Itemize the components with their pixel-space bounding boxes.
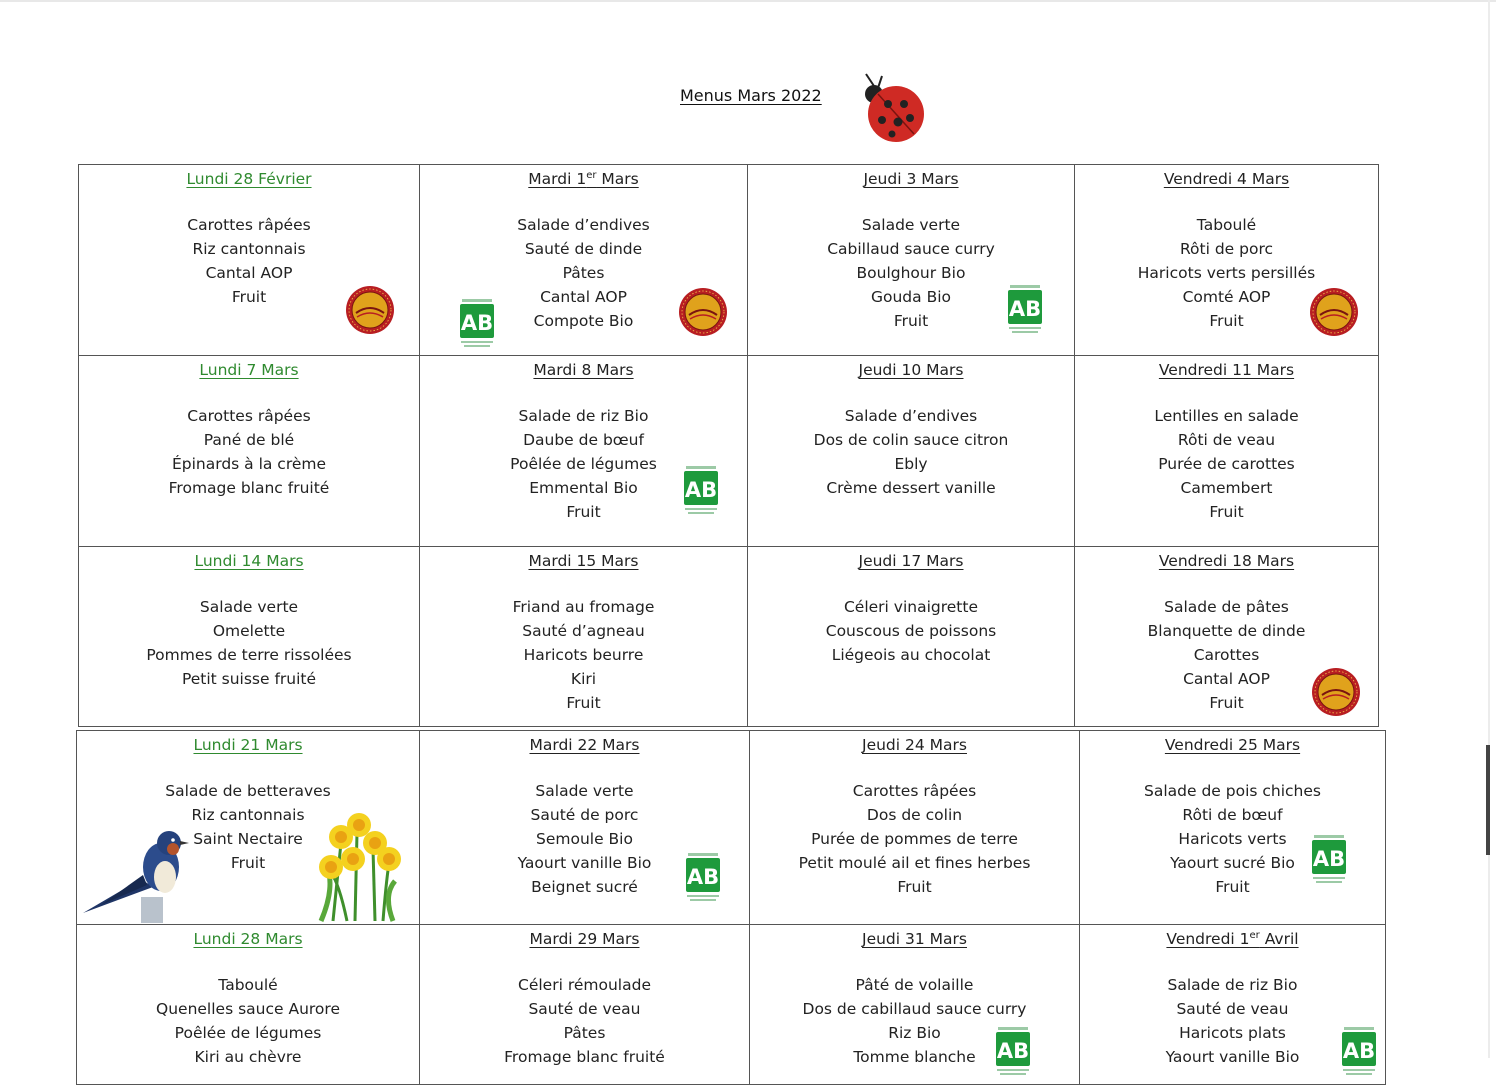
day-heading [77,733,419,757]
day-name: Vendredi 11 Mars [1158,361,1295,379]
day-cell [1075,165,1379,356]
day-name: Lundi 7 Mars [199,361,299,379]
dish-item: Fruit [566,694,601,712]
day-name: Jeudi 17 Mars [858,552,964,570]
dish-item: Salade verte [861,216,961,234]
day-heading [748,549,1074,573]
dish-item: Salade verte [535,782,634,800]
day-cell [748,356,1075,547]
dish-item: Purée de carottes [1158,455,1295,473]
day-heading [1075,167,1378,191]
dish-item: Petit moulé ail et fines herbes [798,854,1031,872]
scan-mark [1486,745,1490,855]
dish-list [79,595,419,691]
day-name: Mardi 8 Mars [533,361,634,379]
organic-ab-logo-icon [1006,283,1044,335]
dish-item: Haricots beurre [523,646,644,664]
dish-item: Dos de cabillaud sauce curry [802,1000,1027,1018]
dish-item: Dos de colin sauce citron [813,431,1009,449]
dish-item: Salade de riz Bio [518,407,649,425]
dish-item: Pâtes [562,264,605,282]
day-name: Jeudi 3 Mars [863,170,959,188]
dish-item: Salade de riz Bio [1167,976,1298,994]
dish-item: Fruit [231,288,267,306]
aop-label-icon [345,285,395,335]
day-name: Lundi 28 Février [186,170,312,188]
day-name: Mardi 1 [528,170,587,188]
dish-item: Riz cantonnais [191,806,305,824]
dish-item: Carottes [1193,646,1260,664]
week-row [78,355,1379,547]
scan-edge-right [1488,0,1490,1058]
day-heading [77,927,419,951]
dish-item: Fruit [897,878,932,896]
dish-item: Salade d’endives [517,216,650,234]
day-cell [748,547,1075,727]
dish-list [420,595,747,715]
dish-item: Rôti de porc [1179,240,1274,258]
day-heading [79,549,419,573]
swallow-bird-icon [81,827,191,923]
day-cell [1080,925,1386,1085]
day-cell [750,925,1080,1085]
dish-item: Salade de betteraves [165,782,331,800]
day-cell [1075,356,1379,547]
dish-item: Yaourt sucré Bio [1170,854,1295,872]
day-cell [79,547,420,727]
dish-list [77,973,419,1069]
day-cell [420,731,750,925]
day-month: Mars [596,170,639,188]
dish-item: Salade de pois chiches [1144,782,1321,800]
organic-ab-logo-icon [684,851,722,903]
dish-item: Camembert [1180,479,1273,497]
day-name: Lundi 21 Mars [193,736,303,754]
dish-item: Poêlée de légumes [510,455,657,473]
dish-item: Pané de blé [203,431,295,449]
day-heading [1080,733,1385,757]
dish-item: Taboulé [1196,216,1257,234]
dish-item: Cabillaud sauce curry [827,240,995,258]
dish-item: Crème dessert vanille [826,479,996,497]
day-name: Mardi 29 Mars [529,930,640,948]
dish-item: Fromage blanc fruité [168,479,330,497]
week-row [78,164,1379,356]
dish-item: Friand au fromage [512,598,655,616]
daffodil-flowers-icon [313,803,403,923]
dish-item: Tomme blanche [853,1048,976,1066]
dish-item: Fromage blanc fruité [504,1048,665,1066]
dish-item: Fruit [230,854,266,872]
day-heading [79,167,419,191]
day-cell [748,165,1075,356]
day-heading [1080,927,1385,951]
dish-item: Sauté d’agneau [522,622,645,640]
dish-item: Emmental Bio [529,479,638,497]
dish-item: Ebly [894,455,928,473]
dish-item: Purée de pommes de terre [811,830,1018,848]
dish-item: Céleri vinaigrette [843,598,978,616]
dish-item: Fruit [566,503,601,521]
dish-item: Blanquette de dinde [1147,622,1306,640]
dish-item: Yaourt vanille Bio [1165,1048,1300,1066]
dish-item: Fruit [1209,503,1244,521]
dish-list [748,404,1074,500]
day-cell [77,731,420,925]
day-heading [750,733,1079,757]
day-heading [748,167,1074,191]
organic-ab-logo-icon [458,297,496,349]
dish-item: Pommes de terre rissolées [146,646,352,664]
dish-item: Liégeois au chocolat [831,646,991,664]
week-row [76,730,1386,925]
day-name: Jeudi 24 Mars [862,736,967,754]
dish-item: Haricots verts persillés [1137,264,1316,282]
dish-item: Lentilles en salade [1154,407,1299,425]
day-name: Lundi 28 Mars [193,930,303,948]
day-name: Vendredi 4 Mars [1163,170,1290,188]
dish-item: Poêlée de légumes [174,1024,322,1042]
dish-item: Sauté de dinde [524,240,643,258]
dish-item: Riz cantonnais [192,240,306,258]
organic-ab-logo-icon [1340,1025,1378,1077]
dish-item: Sauté de veau [528,1000,641,1018]
dish-item: Salade verte [199,598,299,616]
day-heading [420,358,747,382]
dish-item: Fruit [1209,312,1244,330]
dish-item: Épinards à la crème [171,455,327,473]
day-ordinal-suffix: er [586,169,597,181]
day-cell [79,356,420,547]
dish-item: Salade d’endives [844,407,978,425]
dish-item: Pâté de volaille [855,976,974,994]
dish-item: Comté AOP [1182,288,1271,306]
day-cell [420,547,748,727]
dish-item: Cantal AOP [540,288,627,306]
day-heading [420,927,749,951]
day-cell [420,925,750,1085]
scan-edge-top [0,0,1496,2]
day-name: Jeudi 31 Mars [862,930,967,948]
dish-item: Omelette [212,622,286,640]
dish-list [748,595,1074,667]
dish-item: Dos de colin [866,806,963,824]
dish-item: Rôti de bœuf [1182,806,1283,824]
day-heading [79,358,419,382]
dish-item: Kiri [570,670,597,688]
aop-label-icon [678,287,728,337]
dish-item: Riz Bio [888,1024,941,1042]
day-cell [1080,731,1386,925]
dish-item: Rôti de veau [1177,431,1276,449]
organic-ab-logo-icon [994,1025,1032,1077]
day-heading [420,549,747,573]
dish-item: Boulghour Bio [856,264,966,282]
aop-label-icon [1309,287,1359,337]
dish-item: Carottes râpées [187,216,311,234]
day-ordinal-suffix: er [1249,929,1260,941]
dish-item: Petit suisse fruité [181,670,317,688]
dish-list [79,404,419,500]
day-month: Avril [1259,930,1299,948]
dish-list [750,779,1079,899]
page-title: Menus Mars 2022 [680,86,822,105]
dish-item: Semoule Bio [536,830,633,848]
day-cell [77,925,420,1085]
day-name: Mardi 22 Mars [529,736,640,754]
dish-item: Kiri au chèvre [194,1048,302,1066]
ladybug-icon [852,72,928,148]
organic-ab-logo-icon [1310,833,1348,885]
dish-item: Daube de bœuf [523,431,644,449]
day-heading [748,358,1074,382]
dish-item: Saint Nectaire [193,830,303,848]
day-cell [420,165,748,356]
dish-item: Carottes râpées [852,782,977,800]
day-name: Vendredi 25 Mars [1164,736,1301,754]
day-heading [1075,358,1378,382]
dish-item: Beignet sucré [531,878,638,896]
week-row [76,924,1386,1085]
dish-item: Taboulé [218,976,278,994]
dish-item: Céleri rémoulade [518,976,651,994]
day-cell [79,165,420,356]
week-row [78,546,1379,727]
dish-item: Gouda Bio [870,288,951,306]
organic-ab-logo-icon [682,464,720,516]
dish-item: Salade de pâtes [1164,598,1289,616]
dish-item: Couscous de poissons [825,622,997,640]
dish-item: Sauté de porc [530,806,639,824]
day-heading [420,167,747,191]
dish-item: Quenelles sauce Aurore [156,1000,340,1018]
dish-item: Fruit [1209,694,1244,712]
dish-item: Fruit [893,312,929,330]
day-name: Jeudi 10 Mars [858,361,964,379]
dish-item: Pâtes [563,1024,606,1042]
dish-item: Fruit [1215,878,1250,896]
day-heading [1075,549,1378,573]
day-heading [420,733,749,757]
dish-item: Yaourt vanille Bio [517,854,652,872]
dish-list [420,973,749,1069]
day-name: Mardi 15 Mars [528,552,639,570]
dish-item: Haricots plats [1179,1024,1286,1042]
day-cell [420,356,748,547]
dish-item: Haricots verts [1178,830,1287,848]
day-name: Vendredi 1 [1166,930,1250,948]
dish-item: Cantal AOP [1183,670,1270,688]
day-cell [750,731,1080,925]
dish-item: Carottes râpées [187,407,311,425]
day-heading [750,927,1079,951]
day-name: Lundi 14 Mars [194,552,304,570]
dish-item: Compote Bio [533,312,634,330]
dish-item: Sauté de veau [1176,1000,1289,1018]
dish-item: Cantal AOP [205,264,293,282]
dish-list [1075,404,1378,524]
day-name: Vendredi 18 Mars [1158,552,1295,570]
aop-label-icon [1311,667,1361,717]
day-cell [1075,547,1379,727]
